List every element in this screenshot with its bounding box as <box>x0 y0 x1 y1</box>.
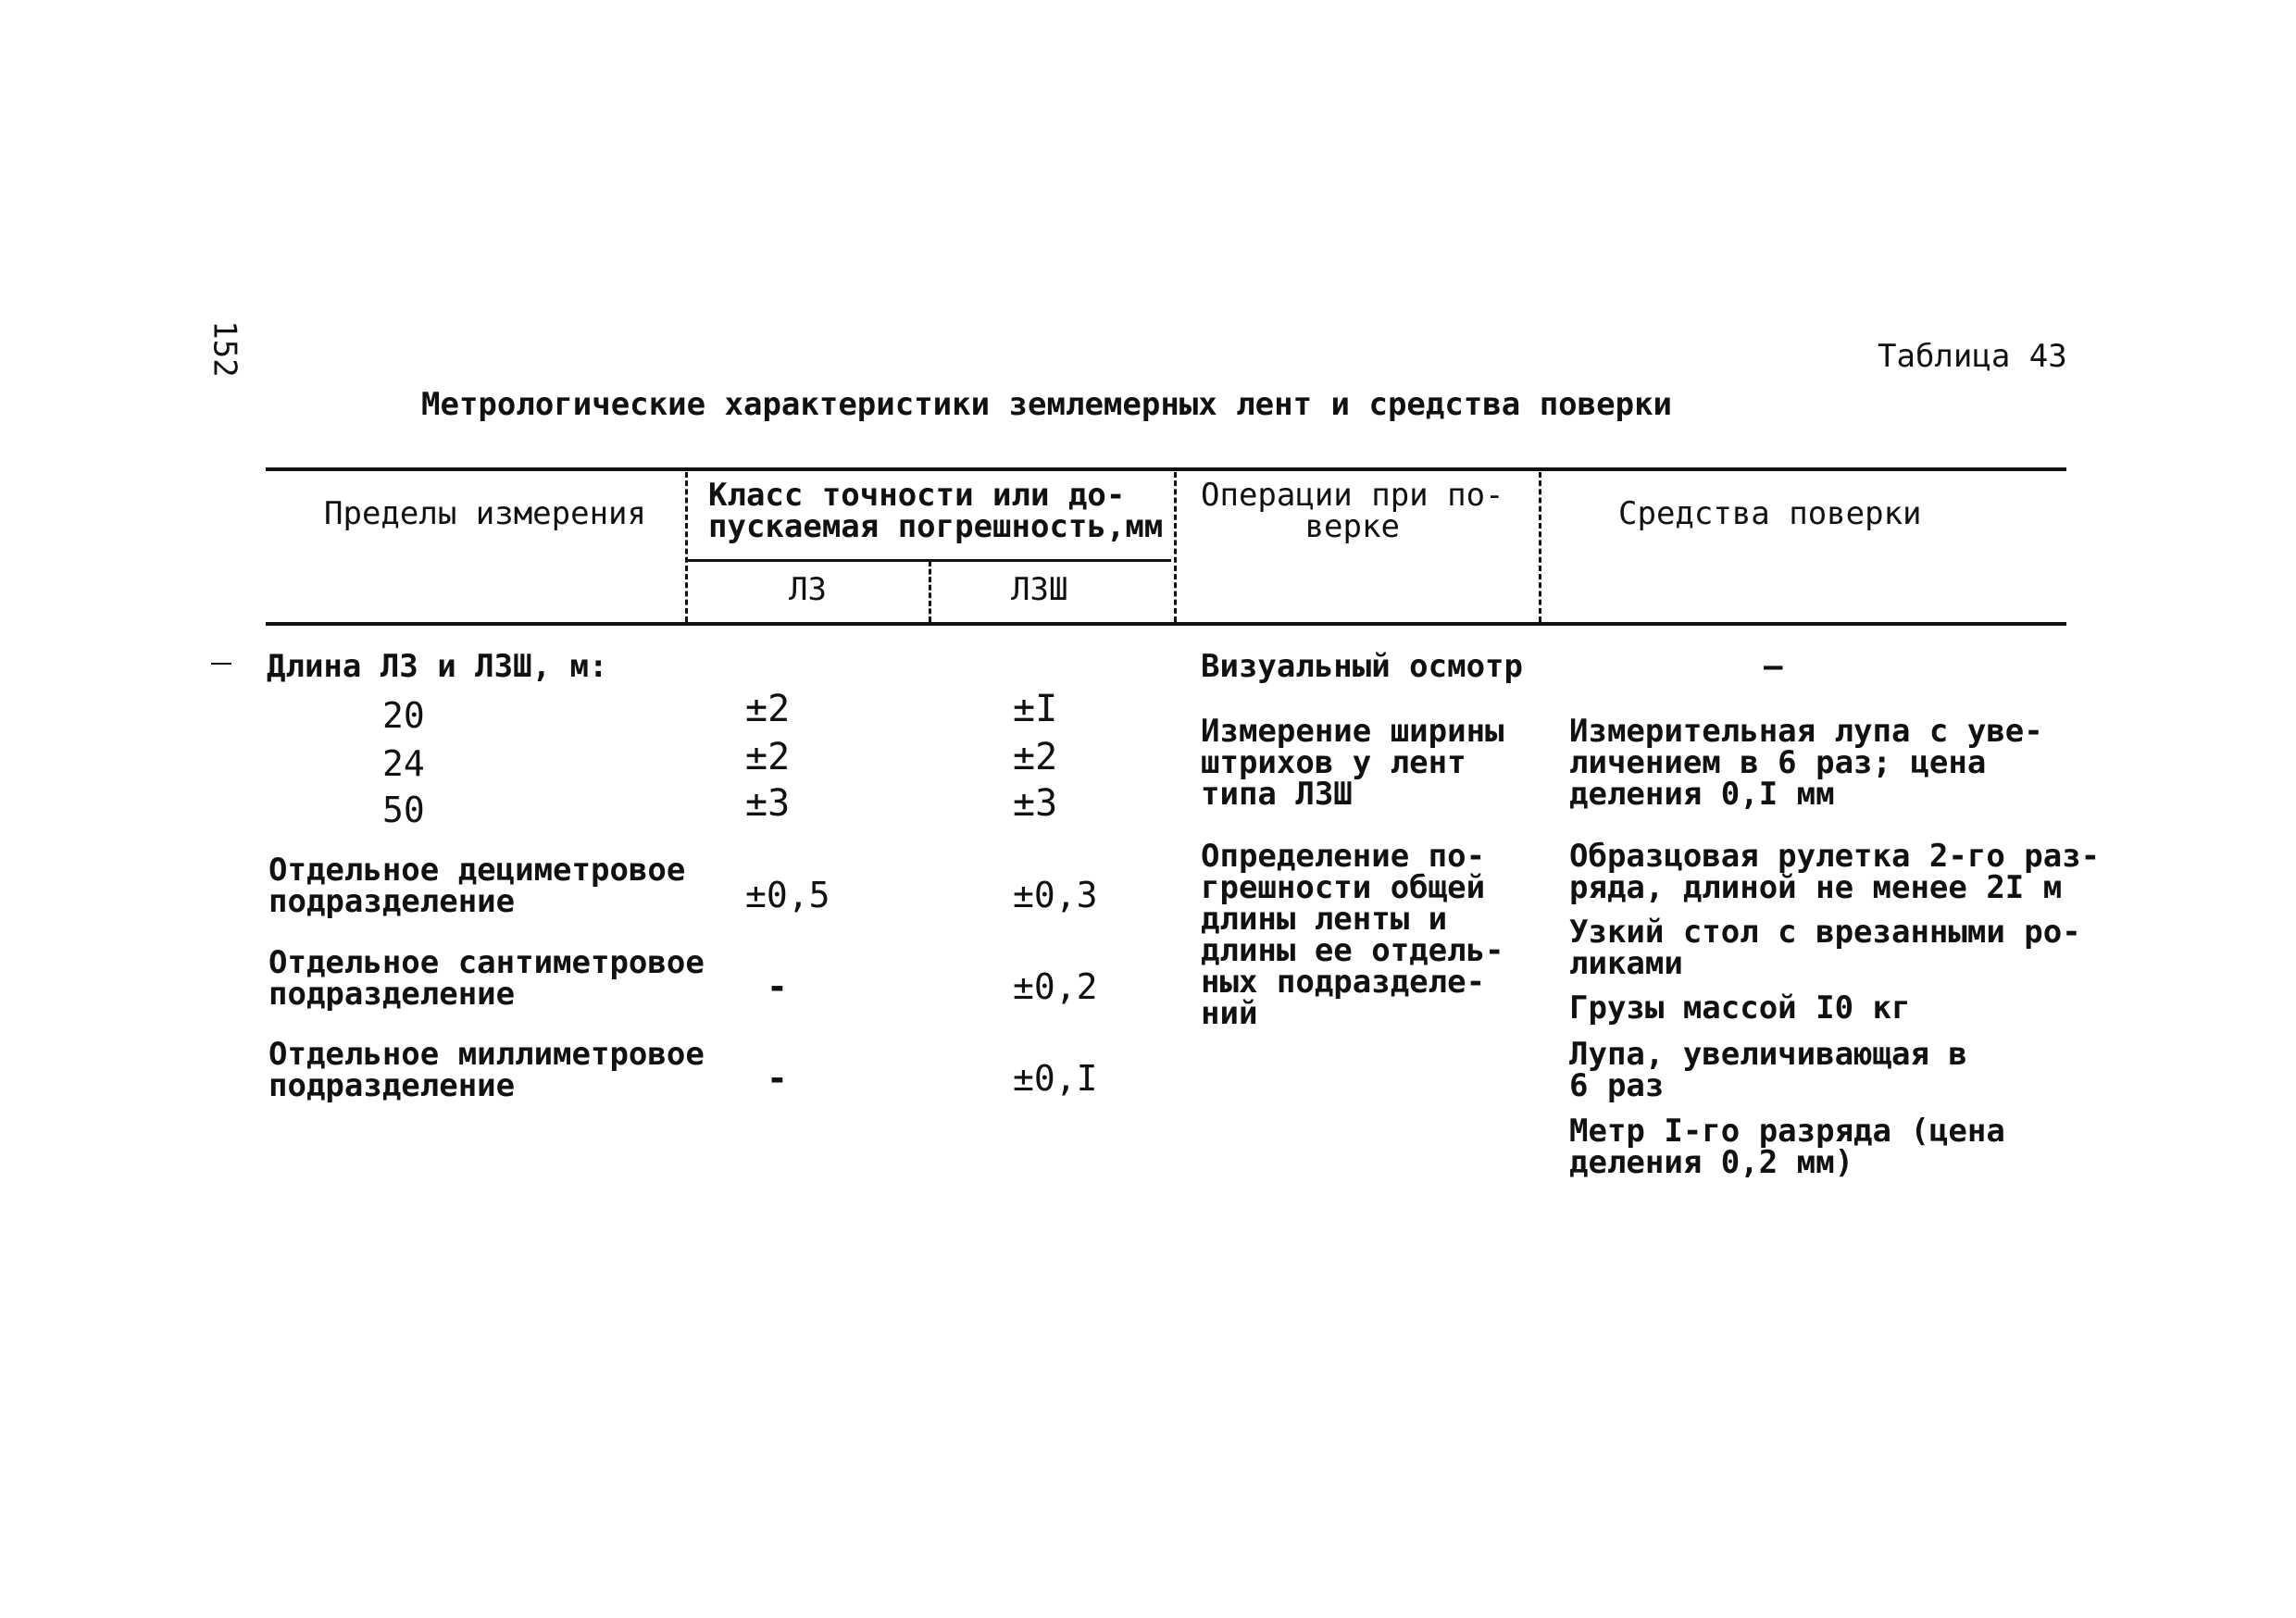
decimeter-subdivision-label: Отдельное дециметровое подразделение <box>268 852 686 920</box>
centimeter-subdivision-label: Отдельное сантиметровое подразделение <box>268 944 705 1013</box>
lz-50-value: ±3 <box>745 782 791 825</box>
header-accuracy-class: Класс точности или до- пускаемая погрешность,мм <box>708 477 1164 545</box>
lz-centimeter-value: - <box>767 966 788 1007</box>
header-measurement-limits: Пределы измерения <box>324 495 646 532</box>
table-label: Таблица 43 <box>1878 338 2067 375</box>
operation-error-determination: Определение по- грешности общей длины ленты и длины ее отдель- ных подразделе- ний <box>1201 838 1504 1032</box>
lzsh-20-value: ±I <box>1013 688 1058 730</box>
means-narrow-table: Узкий стол с врезанными ро- ликами <box>1569 914 2081 982</box>
page-title: Метрологические характеристики землемерных лент и средства поверки <box>421 386 1673 423</box>
length-20-label: 20 <box>382 695 425 736</box>
table-top-rule <box>266 467 2066 471</box>
header-lzsh: ЛЗШ <box>1011 571 1068 608</box>
lz-decimeter-value: ±0,5 <box>745 875 830 915</box>
means-weights: Грузы массой I0 кг <box>1569 989 1911 1027</box>
lzsh-millimeter-value: ±0,I <box>1013 1058 1098 1099</box>
lz-millimeter-value: - <box>767 1058 788 1099</box>
lzsh-24-value: ±2 <box>1013 736 1058 778</box>
page-number: 152 <box>206 320 243 378</box>
length-24-label: 24 <box>382 743 425 784</box>
lzsh-decimeter-value: ±0,3 <box>1013 875 1098 915</box>
lz-20-value: ±2 <box>745 688 791 730</box>
header-lz: ЛЗ <box>789 571 827 608</box>
operation-visual-inspection: Визуальный осмотр <box>1201 648 1523 685</box>
means-none: — <box>1764 648 1783 685</box>
means-reference-tape: Образцовая рулетка 2-го раз- ряда, длиной не менее 2I м <box>1569 838 2101 906</box>
millimeter-subdivision-label: Отдельное миллиметровое подразделение <box>268 1036 705 1104</box>
col-separator-4 <box>1539 472 1541 622</box>
operation-stroke-width: Измерение ширины штрихов у лент типа ЛЗШ <box>1201 713 1504 813</box>
means-meter-ruler: Метр I-го разряда (цена деления 0,2 мм) <box>1569 1113 2005 1181</box>
length-50-label: 50 <box>382 790 425 830</box>
means-magnifier: Измерительная лупа с уве- личением в 6 раз; цена деления 0,I мм <box>1569 713 2043 813</box>
left-tick <box>211 663 231 665</box>
header-operations: Операции при по- верке <box>1201 477 1504 545</box>
header-bottom-rule <box>266 622 2066 626</box>
length-group-label: Длина ЛЗ и ЛЗШ, м: <box>267 648 608 685</box>
lzsh-centimeter-value: ±0,2 <box>1013 966 1098 1007</box>
lz-24-value: ±2 <box>745 736 791 778</box>
col-separator-1 <box>685 472 688 622</box>
col-separator-3 <box>1174 472 1177 622</box>
lzsh-50-value: ±3 <box>1013 782 1058 825</box>
means-magnifier-6x: Лупа, увеличивающая в 6 раз <box>1569 1036 1967 1104</box>
header-verification-means: Средства поверки <box>1618 495 1922 532</box>
col-separator-2 <box>929 561 931 622</box>
